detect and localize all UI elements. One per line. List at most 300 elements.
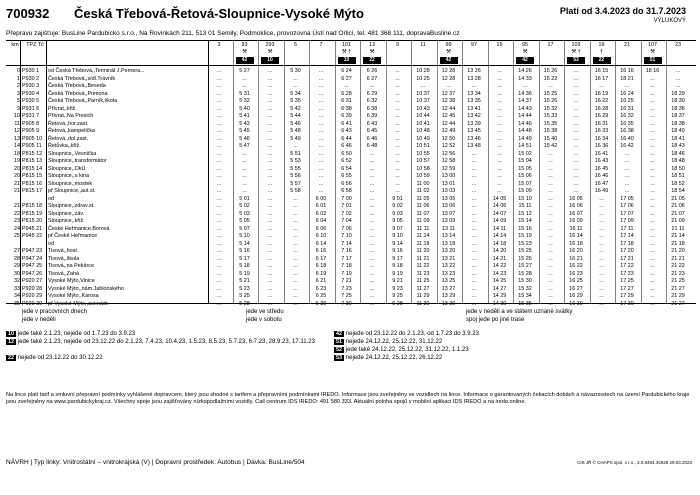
departure-time: ... <box>216 203 222 209</box>
departure-time: ... <box>650 180 655 187</box>
departure-time: 6 32 <box>366 98 378 104</box>
departure-time: 14 48 <box>518 128 532 134</box>
departure-time: 21 09 <box>671 218 685 224</box>
km-value: 21 <box>14 180 20 187</box>
departure-time: 17 22 <box>620 263 634 269</box>
departure-time: ... <box>395 68 400 74</box>
departure-time: 6 01 <box>315 203 327 209</box>
departure-time: 18 46 <box>671 150 685 157</box>
departure-time: 14 25 <box>492 278 507 284</box>
departure-time: ... <box>548 210 553 217</box>
timetable-header <box>6 4 694 28</box>
departure-time: 6 52 <box>341 158 352 164</box>
departure-time: 17 30 <box>620 300 634 307</box>
departure-time: 6 38 <box>366 105 378 112</box>
departure-time: 13 45 <box>467 128 481 134</box>
departure-time: ... <box>548 248 553 254</box>
departure-time: 7 06 <box>341 225 352 232</box>
departure-time: 6 10 <box>315 233 327 239</box>
departure-time: 13 26 <box>467 68 481 74</box>
departure-time: ... <box>267 240 273 247</box>
departure-time: ... <box>573 143 579 149</box>
departure-time: 12 50 <box>441 135 456 142</box>
departure-time: ... <box>293 143 298 149</box>
departure-time: 10 37 <box>416 98 430 104</box>
tpz-code: P815 16 <box>22 180 43 187</box>
departure-time: 21 11 <box>671 225 685 232</box>
departure-time: ... <box>369 255 375 262</box>
departure-time: ... <box>318 188 324 194</box>
departure-time: ... <box>548 263 553 269</box>
departure-time: 11 02 <box>416 188 430 194</box>
departure-time: ... <box>344 83 349 89</box>
trip-number: 15 <box>496 42 503 48</box>
km-value: 21 <box>14 188 20 194</box>
departure-time: 6 28 <box>341 90 352 97</box>
departure-time: 5 34 <box>290 90 301 97</box>
departure-time: ... <box>548 233 553 239</box>
departure-time: ... <box>573 105 579 112</box>
departure-time: ... <box>216 263 222 269</box>
tpz-header: TPZ Tč <box>26 42 44 48</box>
departure-time: ... <box>548 270 553 277</box>
note-12: 12 jede také 2.1.23, nejede od 23.12.22 do 2.1.23, 7.4.23, 10.4.23, 1.5.23, 8.5.23, 5.7.23, 6.7.23, 28.9.23, 17.11.23 <box>8 339 315 345</box>
departure-time: 10 57 <box>416 158 430 164</box>
departure-time: 11 23 <box>416 270 430 277</box>
departure-time: 17 05 <box>620 195 634 202</box>
departure-time: ... <box>318 158 324 164</box>
departure-time: ... <box>650 150 655 157</box>
departure-time: ... <box>369 218 375 224</box>
timetable-grid <box>6 40 696 307</box>
departure-time: 5 49 <box>290 135 301 142</box>
departure-time: 9 19 <box>392 270 403 277</box>
departure-time: ... <box>548 240 553 247</box>
stop-name: př České Heřmanice <box>48 233 98 239</box>
tpz-code: P947 23 <box>22 248 43 254</box>
departure-time: ... <box>548 158 553 164</box>
departure-time: ... <box>573 83 579 89</box>
departure-time: 16 23 <box>569 270 583 277</box>
departure-time: 16 46 <box>594 173 609 179</box>
departure-time: ... <box>318 75 324 82</box>
departure-time: ... <box>573 188 579 194</box>
departure-time: ... <box>267 105 273 112</box>
departure-time: 13 30 <box>441 300 456 307</box>
departure-time: 12 56 <box>441 150 456 157</box>
legend-workdays: jede v pracovních dnech <box>22 309 88 315</box>
departure-time: 7 02 <box>341 210 352 217</box>
departure-time: ... <box>267 158 273 164</box>
departure-time: 11 25 <box>416 278 430 284</box>
departure-time: 14 26 <box>518 68 532 74</box>
tpz-code: P947 26 <box>22 270 43 277</box>
departure-time: ... <box>599 285 604 292</box>
departure-time: ... <box>216 240 222 247</box>
departure-time: ... <box>395 83 400 89</box>
departure-time: ... <box>216 120 222 127</box>
departure-time: 11 05 <box>416 195 430 202</box>
departure-time: 5 28 <box>239 300 250 307</box>
departure-time: ... <box>318 165 324 172</box>
departure-time: 5 57 <box>290 180 301 187</box>
departure-time: ... <box>650 173 655 179</box>
departure-time: ... <box>216 165 222 172</box>
departure-time: 11 30 <box>416 300 430 307</box>
departure-time: 6 21 <box>315 278 327 284</box>
departure-time: 18 50 <box>671 165 685 172</box>
km-value: 18 <box>14 150 20 157</box>
departure-time: 6 39 <box>341 113 352 119</box>
trip-number: 103 <box>571 42 581 48</box>
departure-time: ... <box>369 225 375 232</box>
departure-time: 5 17 <box>239 255 250 262</box>
departure-time: ... <box>267 143 273 149</box>
departure-time: ... <box>369 83 375 89</box>
departure-time: ... <box>242 158 247 164</box>
tpz-code: P945 22 <box>22 233 43 239</box>
departure-time: 15 30 <box>518 278 532 284</box>
km-value: 25 <box>14 233 20 239</box>
stop-name: Vysoké Mýto,,nám.Jablonského <box>48 285 124 292</box>
departure-time: ... <box>395 113 400 119</box>
departure-time: 6 17 <box>315 255 327 262</box>
departure-time: ... <box>624 180 630 187</box>
departure-time: 14 07 <box>492 210 507 217</box>
departure-time: 10 25 <box>416 75 430 82</box>
departure-time: ... <box>471 225 477 232</box>
departure-time: 15 02 <box>518 150 532 157</box>
departure-time: ... <box>395 150 400 157</box>
departure-time: 14 14 <box>492 233 507 239</box>
departure-time: 13 27 <box>441 285 456 292</box>
departure-time: ... <box>497 158 502 164</box>
departure-time: 15 42 <box>543 143 558 149</box>
trip-note-badge: 42 <box>440 57 458 64</box>
departure-time: ... <box>216 143 222 149</box>
grid-hline <box>6 65 696 66</box>
departure-time: 13 06 <box>441 203 456 209</box>
departure-time: ... <box>650 135 655 142</box>
departure-time: ... <box>548 300 553 307</box>
stop-name: Tisová,,na Pekárce <box>48 263 94 269</box>
departure-time: 16 47 <box>594 180 609 187</box>
departure-time: ... <box>267 233 273 239</box>
stop-name: Sloupnice,,zdrav.st. <box>48 203 95 209</box>
departure-time: ... <box>267 285 273 292</box>
departure-time: ... <box>599 218 604 224</box>
departure-time: ... <box>599 210 604 217</box>
departure-time: ... <box>599 240 604 247</box>
departure-time: ... <box>293 218 298 224</box>
departure-time: 6 43 <box>366 120 378 127</box>
departure-time: ... <box>318 105 324 112</box>
stop-name: Tisová,,Zahá <box>48 270 79 277</box>
departure-time: ... <box>650 98 655 104</box>
departure-time: 15 07 <box>518 180 532 187</box>
departure-time: 7 17 <box>341 255 352 262</box>
departure-time: 5 44 <box>290 113 301 119</box>
departure-time: 5 32 <box>239 98 250 104</box>
departure-time: 6 45 <box>366 128 378 134</box>
trip-code: ⚒ <box>267 49 273 55</box>
departure-time: ... <box>267 218 273 224</box>
departure-time: 15 26 <box>518 255 532 262</box>
departure-time: 15 32 <box>543 105 558 112</box>
departure-time: ... <box>293 293 298 299</box>
departure-time: 10 51 <box>416 143 430 149</box>
departure-time: ... <box>675 75 681 82</box>
departure-time: 6 46 <box>341 143 352 149</box>
departure-time: 21 20 <box>671 248 685 254</box>
departure-time: 10 44 <box>416 113 430 119</box>
departure-time: 5 21 <box>239 278 250 284</box>
departure-time: ... <box>573 165 579 172</box>
departure-time: 6 23 <box>315 285 327 292</box>
subtype-label: VÝLUKOVÝ <box>653 18 686 24</box>
departure-time: 9 16 <box>392 248 403 254</box>
departure-time: ... <box>599 270 604 277</box>
departure-time: ... <box>267 210 273 217</box>
departure-time: ... <box>369 158 375 164</box>
departure-time: 5 02 <box>239 203 250 209</box>
departure-time: ... <box>216 270 222 277</box>
departure-time: ... <box>650 263 655 269</box>
departure-time: ... <box>242 188 247 194</box>
departure-time: 5 40 <box>239 105 250 112</box>
km-value: 14 <box>14 143 20 149</box>
trip-number: 97 <box>471 42 477 48</box>
tpz-code: P815 19 <box>22 210 43 217</box>
departure-time: 11 11 <box>416 225 430 232</box>
tpz-code: P815 13 <box>22 158 43 164</box>
note-42: 42 nejede od 23.12.22 do 2.1.23, od 1.7.23 do 3.9.23 <box>336 331 479 337</box>
departure-time: ... <box>216 75 222 82</box>
departure-time: ... <box>216 278 222 284</box>
departure-time: 11 06 <box>416 203 430 209</box>
departure-time: 15 28 <box>518 270 532 277</box>
departure-time: 21 14 <box>671 233 685 239</box>
legend-wednesday: jede ve středu <box>246 309 284 315</box>
departure-time: 15 22 <box>543 75 558 82</box>
departure-time: ... <box>318 98 324 104</box>
departure-time: ... <box>650 225 655 232</box>
departure-time: 13 42 <box>467 113 481 119</box>
departure-time: ... <box>395 90 400 97</box>
trip-number: 101 <box>342 42 351 48</box>
departure-time: ... <box>267 120 273 127</box>
stop-name: Řetová,,dol.zast. <box>48 135 89 142</box>
departure-time: ... <box>573 120 579 127</box>
trip-code: ⚒ <box>369 49 375 55</box>
stop-name: Česká Třebová,,Parník,škola <box>48 98 118 104</box>
tpz-code: P815 15 <box>22 173 43 179</box>
departure-time: ... <box>216 150 222 157</box>
departure-time: 9 10 <box>392 233 403 239</box>
departure-time: 5 16 <box>239 248 250 254</box>
departure-time: ... <box>599 195 604 202</box>
departure-time: ... <box>318 180 324 187</box>
departure-time: ... <box>369 270 375 277</box>
tpz-code: P920 29 <box>22 293 43 299</box>
carrier-info: Přepravu zajišťuje: BusLine Pardubicko s.r.o., Na Rovinkách 211, 513 01 Semily, Podmoklice, provozovna Ústí nad Orlicí, tel. 481 368 111, dopravaBusline.cz <box>6 30 460 37</box>
departure-time: ... <box>318 83 324 89</box>
departure-time: ... <box>395 128 400 134</box>
departure-time: 13 34 <box>467 90 481 97</box>
departure-time: 6 18 <box>315 263 327 269</box>
departure-time: 11 21 <box>416 255 430 262</box>
trip-note-badge: 42 <box>516 57 534 64</box>
departure-time: 6 56 <box>341 180 352 187</box>
departure-time: 10 49 <box>416 135 430 142</box>
departure-time: 18 36 <box>671 105 685 112</box>
trip-code: ⚒ † <box>341 49 352 55</box>
departure-time: ... <box>624 165 630 172</box>
departure-time: ... <box>318 68 324 74</box>
departure-time: ... <box>267 263 273 269</box>
departure-time: 13 05 <box>441 195 456 202</box>
km-value: 5 <box>17 98 20 104</box>
departure-time: 16 42 <box>620 143 634 149</box>
departure-time: 14 51 <box>518 143 532 149</box>
departure-time: 16 11 <box>569 225 583 232</box>
departure-time: 16 49 <box>594 188 609 194</box>
stop-name: Sloupnice,,OkÚ <box>48 165 86 172</box>
departure-time: 9 17 <box>392 255 403 262</box>
departure-time: 5 45 <box>239 128 250 134</box>
trip-number: 95 <box>522 42 528 48</box>
trip-note-badge: 22 <box>593 57 611 64</box>
departure-time: 6 43 <box>341 128 352 134</box>
departure-time: ... <box>497 113 502 119</box>
departure-time: ... <box>267 255 273 262</box>
departure-time: 16 34 <box>594 135 609 142</box>
departure-time: 11 22 <box>416 263 430 269</box>
departure-time: 16 22 <box>594 98 609 104</box>
departure-time: 15 14 <box>518 218 532 224</box>
departure-time: 14 29 <box>492 293 507 299</box>
departure-time: 11 20 <box>416 248 430 254</box>
departure-time: 15 10 <box>518 195 532 202</box>
trip-number: 293 <box>265 42 275 48</box>
departure-time: ... <box>267 83 273 89</box>
km-value: 3 <box>17 90 20 97</box>
departure-time: 17 09 <box>620 218 634 224</box>
departure-time: 16 32 <box>620 113 634 119</box>
departure-time: 15 27 <box>518 263 532 269</box>
departure-time: 12 49 <box>441 128 456 134</box>
departure-time: 11 29 <box>416 293 430 299</box>
departure-time: 7 19 <box>341 270 352 277</box>
departure-time: 6 38 <box>341 105 352 112</box>
trip-number: 93 <box>241 42 248 48</box>
departure-time: ... <box>599 203 604 209</box>
departure-time: ... <box>420 83 426 89</box>
departure-time: ... <box>471 248 477 254</box>
departure-time: 6 00 <box>315 195 327 202</box>
departure-time: ... <box>650 188 655 194</box>
tpz-code: P945 21 <box>22 225 43 232</box>
departure-time: ... <box>216 210 222 217</box>
departure-time: 16 30 <box>569 300 583 307</box>
departure-time: ... <box>395 158 400 164</box>
departure-time: 11 09 <box>416 218 430 224</box>
departure-time: ... <box>369 300 375 307</box>
departure-time: 6 48 <box>366 143 378 149</box>
departure-time: ... <box>624 173 630 179</box>
departure-time: 13 07 <box>441 210 456 217</box>
departure-time: ... <box>293 75 298 82</box>
departure-time: 15 05 <box>518 165 532 172</box>
departure-time: ... <box>573 98 579 104</box>
departure-time: ... <box>471 158 477 164</box>
departure-time: 15 34 <box>518 293 532 299</box>
tpz-code: P920 27 <box>22 278 43 284</box>
departure-time: 16 27 <box>569 285 583 292</box>
departure-time: ... <box>471 210 477 217</box>
departure-time: ... <box>318 90 324 97</box>
departure-time: 13 48 <box>467 143 481 149</box>
departure-time: 16 28 <box>594 105 609 112</box>
tpz-code: P815 20 <box>22 218 43 224</box>
departure-time: 15 25 <box>543 90 558 97</box>
departure-time: ... <box>369 293 375 299</box>
departure-time: ... <box>267 75 273 82</box>
departure-time: ... <box>471 240 477 247</box>
departure-time: 9 01 <box>392 195 403 202</box>
departure-time: ... <box>497 75 502 82</box>
departure-time: ... <box>497 120 502 127</box>
departure-time: 7 01 <box>341 203 352 209</box>
km-value: 21 <box>14 203 20 209</box>
departure-time: 5 46 <box>290 120 301 127</box>
departure-time: ... <box>599 300 604 307</box>
departure-time: ... <box>216 248 222 254</box>
departure-time: ... <box>599 248 604 254</box>
departure-time: ... <box>216 113 222 119</box>
departure-time: ... <box>318 150 324 157</box>
departure-time: ... <box>548 150 553 157</box>
departure-time: ... <box>369 233 375 239</box>
departure-time: ... <box>267 270 273 277</box>
departure-time: 17 27 <box>620 285 634 292</box>
departure-time: 9 14 <box>392 240 403 247</box>
km-value: 34 <box>14 293 20 299</box>
stop-name: Přívrat,,křiž. <box>48 105 77 112</box>
departure-time: 13 25 <box>441 278 456 284</box>
departure-time: 12 28 <box>441 75 456 82</box>
departure-time: 12 59 <box>441 165 456 172</box>
departure-time: ... <box>497 135 502 142</box>
departure-time: 18 48 <box>671 158 685 164</box>
departure-time: 10 48 <box>416 128 430 134</box>
departure-time: 10 37 <box>416 90 430 97</box>
departure-time: ... <box>293 278 298 284</box>
km-value: 1 <box>17 75 20 82</box>
departure-time: ... <box>471 188 477 194</box>
departure-time: ... <box>369 203 375 209</box>
departure-time: ... <box>369 263 375 269</box>
departure-time: 12 58 <box>441 158 456 164</box>
departure-time: ... <box>497 150 502 157</box>
departure-time: ... <box>650 218 655 224</box>
departure-time: ... <box>267 195 273 202</box>
tpz-code: P905 9 <box>22 128 40 134</box>
stop-name: Tisová,,host. <box>48 248 79 254</box>
trip-number: 7 <box>319 42 323 48</box>
departure-time: 21 27 <box>671 285 685 292</box>
departure-time: ... <box>497 105 502 112</box>
